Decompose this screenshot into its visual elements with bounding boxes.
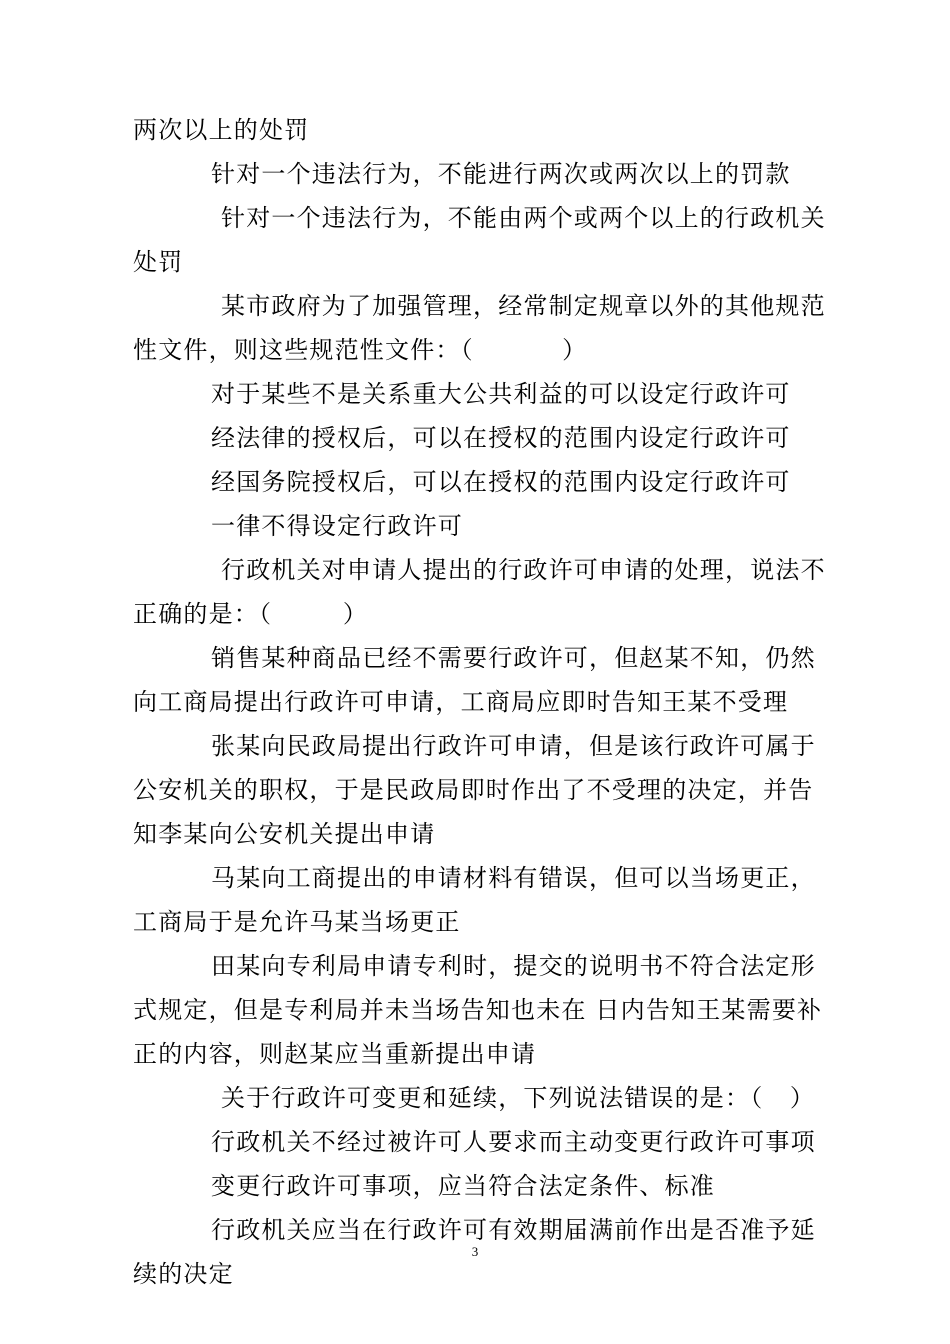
text-line: 工商局于是允许马某当场更正: [133, 908, 461, 936]
text-line: 某市政府为了加强管理，经常制定规章以外的其他规范: [221, 292, 826, 320]
text-line: 向工商局提出行政许可申请，工商局应即时告知王某不受理: [133, 688, 789, 716]
text-line: 续的决定: [133, 1260, 234, 1288]
text-line: 一律不得设定行政许可: [211, 512, 463, 540]
page-number: 3: [471, 1244, 479, 1259]
text-line: 马某向工商提出的申请材料有错误，但可以当场更正，: [211, 864, 816, 892]
text-line: 处罚: [133, 248, 184, 276]
text-line: 经国务院授权后，可以在授权的范围内设定行政许可: [211, 468, 791, 496]
text-line: 对于某些不是关系重大公共利益的可以设定行政许可: [211, 380, 791, 408]
document-body: [133, 108, 833, 1296]
text-line: 知李某向公安机关提出申请: [133, 820, 436, 848]
text-line: 变更行政许可事项，应当符合法定条件、标准: [211, 1172, 715, 1200]
text-line: 行政机关对申请人提出的行政许可申请的处理，说法不: [221, 556, 826, 584]
text-line: 针对一个违法行为，不能进行两次或两次以上的罚款: [211, 160, 791, 188]
text-line: 田某向专利局申请专利时，提交的说明书不符合法定形: [211, 952, 816, 980]
text-line: 正的内容，则赵某应当重新提出申请: [133, 1040, 537, 1068]
text-line: 经法律的授权后，可以在授权的范围内设定行政许可: [211, 424, 791, 452]
text-line: 行政机关应当在行政许可有效期届满前作出是否准予延: [211, 1216, 816, 1244]
text-line: 公安机关的职权，于是民政局即时作出了不受理的决定，并告: [133, 776, 814, 804]
text-line: 关于行政许可变更和延续，下列说法错误的是：（ ）: [221, 1084, 816, 1112]
text-line: 性文件，则这些规范性文件：（ ）: [133, 336, 588, 364]
text-line: 张某向民政局提出行政许可申请，但是该行政许可属于: [211, 732, 816, 760]
text-line: 行政机关不经过被许可人要求而主动变更行政许可事项: [211, 1128, 816, 1156]
text-line: 销售某种商品已经不需要行政许可，但赵某不知，仍然: [211, 644, 816, 672]
text-line: 式规定，但是专利局并未当场告知也未在 日内告知王某需要补: [133, 996, 823, 1024]
text-line: 正确的是：（ ）: [133, 600, 369, 628]
text-line: 两次以上的处罚: [133, 116, 310, 144]
text-line: 针对一个违法行为，不能由两个或两个以上的行政机关: [221, 204, 826, 232]
